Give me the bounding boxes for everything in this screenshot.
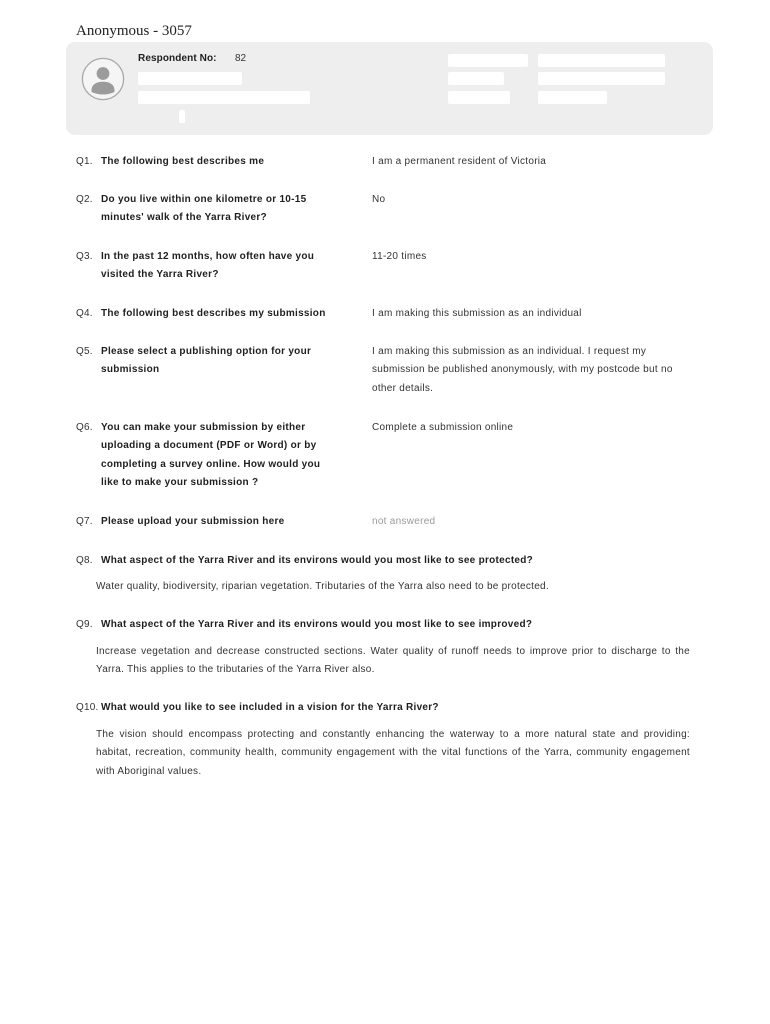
answer-text — [372, 343, 673, 399]
question-text-line: minutes' walk of the Yarra River? — [101, 212, 267, 224]
answer-text-line: other details. — [372, 382, 434, 394]
question-number: Q7. — [76, 515, 93, 527]
answer-text-line: The vision should encompass protecting and constantly enhancing the waterway to a more natural state and providing: — [96, 728, 690, 740]
answer-text-line: No — [372, 193, 386, 205]
question-number: Q8. — [76, 554, 93, 566]
question-text: What aspect of the Yarra River and its environs would you most like to see protected? — [101, 554, 534, 566]
question-text-line: The following best describes me — [101, 155, 265, 167]
respondent-number-label: Respondent No: — [138, 53, 217, 64]
not-answered-text: not answered — [372, 515, 436, 527]
answer-text — [372, 513, 435, 532]
question-text — [101, 191, 306, 228]
question-row-q3 — [0, 248, 770, 281]
question-number: Q3. — [76, 250, 93, 262]
question-number: Q4. — [76, 307, 93, 319]
question-number: Q6. — [76, 421, 93, 433]
question-row-q8 — [0, 552, 770, 592]
answer-text-line: 11-20 times — [372, 250, 427, 262]
question-text-line: You can make your submission by either — [101, 421, 306, 433]
user-avatar-icon — [81, 57, 125, 101]
document-title: Anonymous - 3057 — [76, 23, 192, 39]
question-row-q4 — [0, 305, 770, 325]
question-text-line: Please select a publishing option for your — [101, 345, 312, 357]
question-row-q6 — [0, 419, 770, 489]
answer-text-line: habitat, recreation, community health, community engagement with the vital functions of the Yarra, community engagement — [96, 747, 690, 759]
question-number: Q1. — [76, 155, 93, 167]
answer-text-line: I am making this submission as an individual — [372, 307, 582, 319]
answer-text — [372, 153, 546, 172]
answer-text — [372, 305, 582, 324]
question-text-line: Do you live within one kilometre or 10-15 — [101, 193, 307, 205]
question-text-line: visited the Yarra River? — [101, 269, 219, 281]
question-text — [101, 153, 264, 172]
question-text-line: like to make your submission ? — [101, 477, 259, 489]
answer-text-line: I am making this submission as an individual. I request my — [372, 345, 647, 357]
redacted-field — [138, 72, 242, 85]
answer-paragraph — [96, 643, 690, 680]
redacted-field — [179, 110, 185, 123]
answer-paragraph — [96, 578, 690, 597]
question-row-q7 — [0, 513, 770, 533]
question-text-line: uploading a document (PDF or Word) or by — [101, 440, 317, 452]
redacted-field — [448, 91, 510, 104]
question-number: Q2. — [76, 193, 93, 205]
question-text — [101, 343, 311, 380]
question-number: Q5. — [76, 345, 93, 357]
respondent-number-value: 82 — [235, 53, 247, 64]
answer-text-line: submission be published anonymously, with my postcode but no — [372, 364, 673, 376]
answer-text-line: Complete a submission online — [372, 421, 514, 433]
question-text-line: In the past 12 months, how often have you — [101, 250, 315, 262]
question-text: What would you like to see included in a vision for the Yarra River? — [101, 701, 439, 713]
redacted-field — [448, 72, 504, 85]
question-text — [101, 248, 314, 285]
redacted-field — [538, 72, 665, 85]
question-row-q2 — [0, 191, 770, 224]
answer-text-line: I am a permanent resident of Victoria — [372, 155, 547, 167]
question-text — [101, 419, 320, 493]
question-text: What aspect of the Yarra River and its environs would you most like to see improved? — [101, 618, 533, 630]
answer-text — [372, 419, 513, 438]
redacted-field — [538, 54, 665, 67]
redacted-field — [448, 54, 528, 67]
answer-paragraph — [96, 726, 690, 782]
respondent-panel — [66, 42, 713, 135]
answer-text-line: Water quality, biodiversity, riparian vegetation. Tributaries of the Yarra also need to be protected. — [96, 580, 549, 592]
redacted-field — [138, 91, 310, 104]
redacted-field — [538, 91, 607, 104]
answer-text-line: Increase vegetation and decrease constructed sections. Water quality of runoff needs to improve prior to discharge to the — [96, 645, 690, 657]
question-text — [101, 513, 284, 532]
question-row-q1 — [0, 153, 770, 173]
question-text-line: Please upload your submission here — [101, 515, 285, 527]
question-text — [101, 305, 326, 324]
question-number: Q10. — [76, 701, 99, 713]
answer-text-line: with Aboriginal values. — [96, 765, 202, 777]
question-row-q10 — [0, 699, 770, 777]
question-row-q5 — [0, 343, 770, 394]
answer-text — [372, 248, 427, 267]
question-text-line: completing a survey online. How would you — [101, 458, 321, 470]
answer-text-line: Yarra. This applies to the tributaries of the Yarra River also. — [96, 664, 375, 676]
question-text-line: The following best describes my submission — [101, 307, 326, 319]
question-row-q9 — [0, 616, 770, 676]
question-text-line: submission — [101, 364, 160, 376]
question-number: Q9. — [76, 618, 93, 630]
answer-text — [372, 191, 385, 210]
